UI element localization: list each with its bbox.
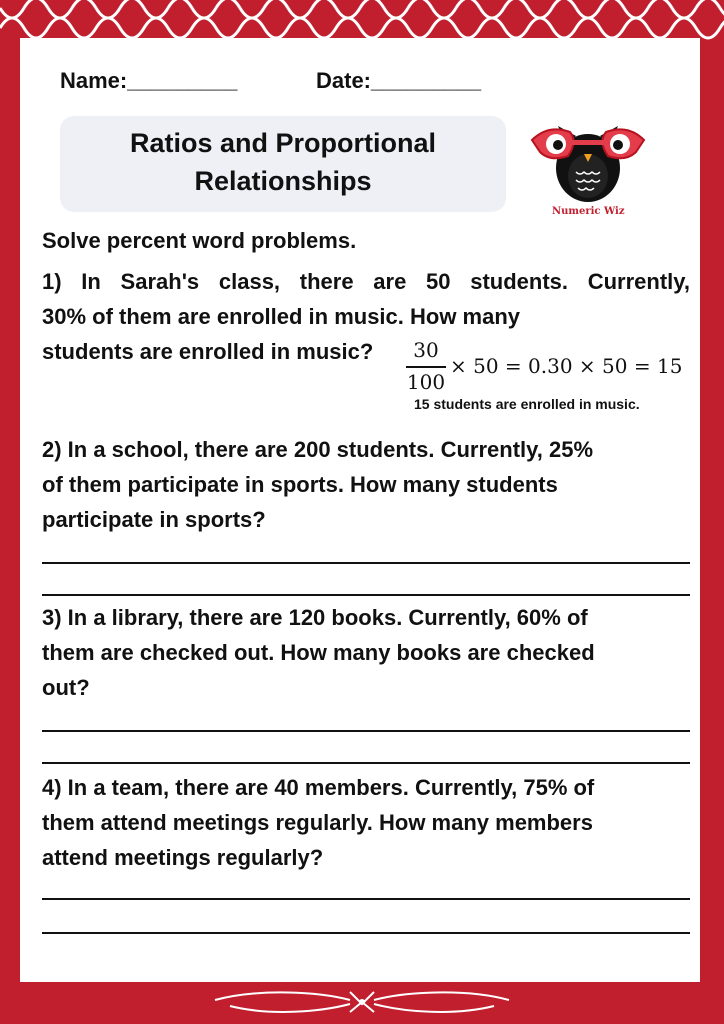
problem-4-line-1: 4) In a team, there are 40 members. Currently, 75% of bbox=[42, 775, 595, 800]
problem-3-line-1: 3) In a library, there are 120 books. Currently, 60% of bbox=[42, 605, 588, 630]
problem-4 bbox=[42, 770, 690, 875]
problem-2 bbox=[42, 432, 690, 537]
answer-line[interactable] bbox=[42, 932, 690, 934]
problem-2-line-2: of them participate in sports. How many students bbox=[42, 472, 558, 497]
top-border-pattern bbox=[0, 0, 724, 40]
problem-3-line-3: out? bbox=[42, 675, 90, 700]
fraction-numerator: 30 bbox=[413, 338, 439, 362]
date-field-label: Date:_________ bbox=[316, 68, 482, 93]
fraction-denominator: 100 bbox=[406, 370, 446, 394]
worked-answer-text: 15 students are enrolled in music. bbox=[414, 396, 640, 412]
problem-1-line-1: 1) In Sarah's class, there are 50 students. Currently, bbox=[42, 269, 690, 294]
problem-4-line-3: attend meetings regularly? bbox=[42, 845, 324, 870]
answer-line[interactable] bbox=[42, 730, 690, 732]
answer-line[interactable] bbox=[42, 594, 690, 596]
fraction-bar bbox=[406, 366, 446, 368]
problem-3-line-2: them are checked out. How many books are checked bbox=[42, 640, 595, 665]
owl-logo-icon bbox=[528, 106, 648, 206]
problem-4-line-2: them attend meetings regularly. How many members bbox=[42, 810, 593, 835]
problem-2-line-3: participate in sports? bbox=[42, 507, 266, 532]
title-box bbox=[60, 116, 506, 212]
name-field-label: Name:_________ bbox=[60, 68, 238, 93]
answer-line[interactable] bbox=[42, 898, 690, 900]
problem-1-line-2: 30% of them are enrolled in music. How many bbox=[42, 304, 521, 329]
problem-3 bbox=[42, 600, 690, 705]
page-title-line-2: Relationships bbox=[194, 166, 372, 196]
bottom-flourish-ornament bbox=[0, 982, 724, 1024]
answer-line[interactable] bbox=[42, 562, 690, 564]
instructions-text: Solve percent word problems. bbox=[42, 228, 357, 253]
page-title-line-1: Ratios and Proportional bbox=[129, 128, 437, 158]
logo-brand-text: Numeric Wiz bbox=[552, 206, 625, 217]
answer-line[interactable] bbox=[42, 762, 690, 764]
worksheet-page bbox=[20, 38, 700, 982]
worked-expression: × 50 = 0.30 × 50 = 15 bbox=[450, 354, 683, 378]
problem-2-line-1: 2) In a school, there are 200 students. Currently, 25% bbox=[42, 437, 593, 462]
problem-1-line-3: students are enrolled in music? bbox=[42, 339, 374, 364]
